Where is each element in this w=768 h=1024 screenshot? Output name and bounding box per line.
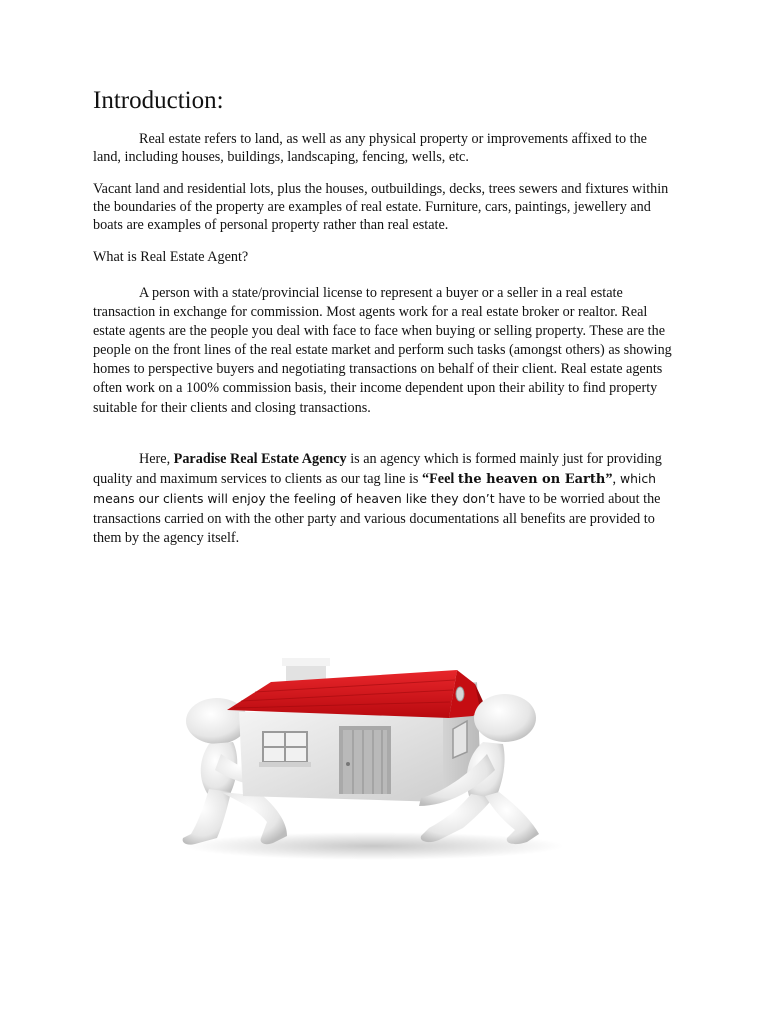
- paragraph-real-estate-definition: [93, 131, 675, 167]
- text-sans-part: which means our clients will enjoy the feeling of heaven like they don’t: [93, 471, 657, 507]
- section-question: What is Real Estate Agent?: [93, 249, 249, 265]
- tagline-open: “Feel: [422, 471, 458, 488]
- agency-name: Paradise Real Estate Agency: [173, 451, 347, 467]
- house-icon: [227, 658, 487, 802]
- tagline-close: ”: [605, 471, 613, 488]
- two-figures-carrying-house-illustration: [139, 624, 604, 909]
- paragraph-agent-definition: [93, 284, 675, 418]
- text-comma: ,: [612, 471, 616, 488]
- ground-shadow: [184, 832, 564, 860]
- paragraph-agency-description: [93, 450, 675, 548]
- tagline: the heaven on Earth: [457, 472, 606, 488]
- text-mid: is an agency which is formed mainly just for providing quality and maximum services to clients as our tag line is: [93, 451, 662, 488]
- page-title: Introduction:: [93, 87, 224, 114]
- text-tail: have to be worried about the transactions carried on with the other party and various documentations all benefits are provided to them by the agency itself.: [93, 491, 661, 546]
- paragraph-text: A person with a state/provincial license to represent a buyer or a seller in a real estate transaction in exchange for commission. Most agents work for a real estate broker or realtor. Real estate agents are the people you deal with face to face when buying or selling property. These are the people on the front lines of the real estate market and perform such tasks (amongst others) as showing homes to perspective buyers and negotiating transactions on behalf of their client. Real estate agents often work on a 100% commission basis, their income dependent upon their ability to find property suitable for their clients and closing transactions.: [93, 285, 672, 416]
- paragraph-real-estate-examples: Vacant land and residential lots, plus the houses, outbuildings, decks, trees sewers and fixtures within the boundaries of the property are examples of real estate. Furniture, cars, paintings, jewellery and boats are examples of personal property rather than real estate.: [93, 181, 669, 233]
- paragraph-text: Real estate refers to land, as well as any physical property or improvements affixed to the land, including houses, buildings, landscaping, fencing, wells, etc.: [93, 131, 647, 165]
- text-lead: Here,: [139, 451, 174, 467]
